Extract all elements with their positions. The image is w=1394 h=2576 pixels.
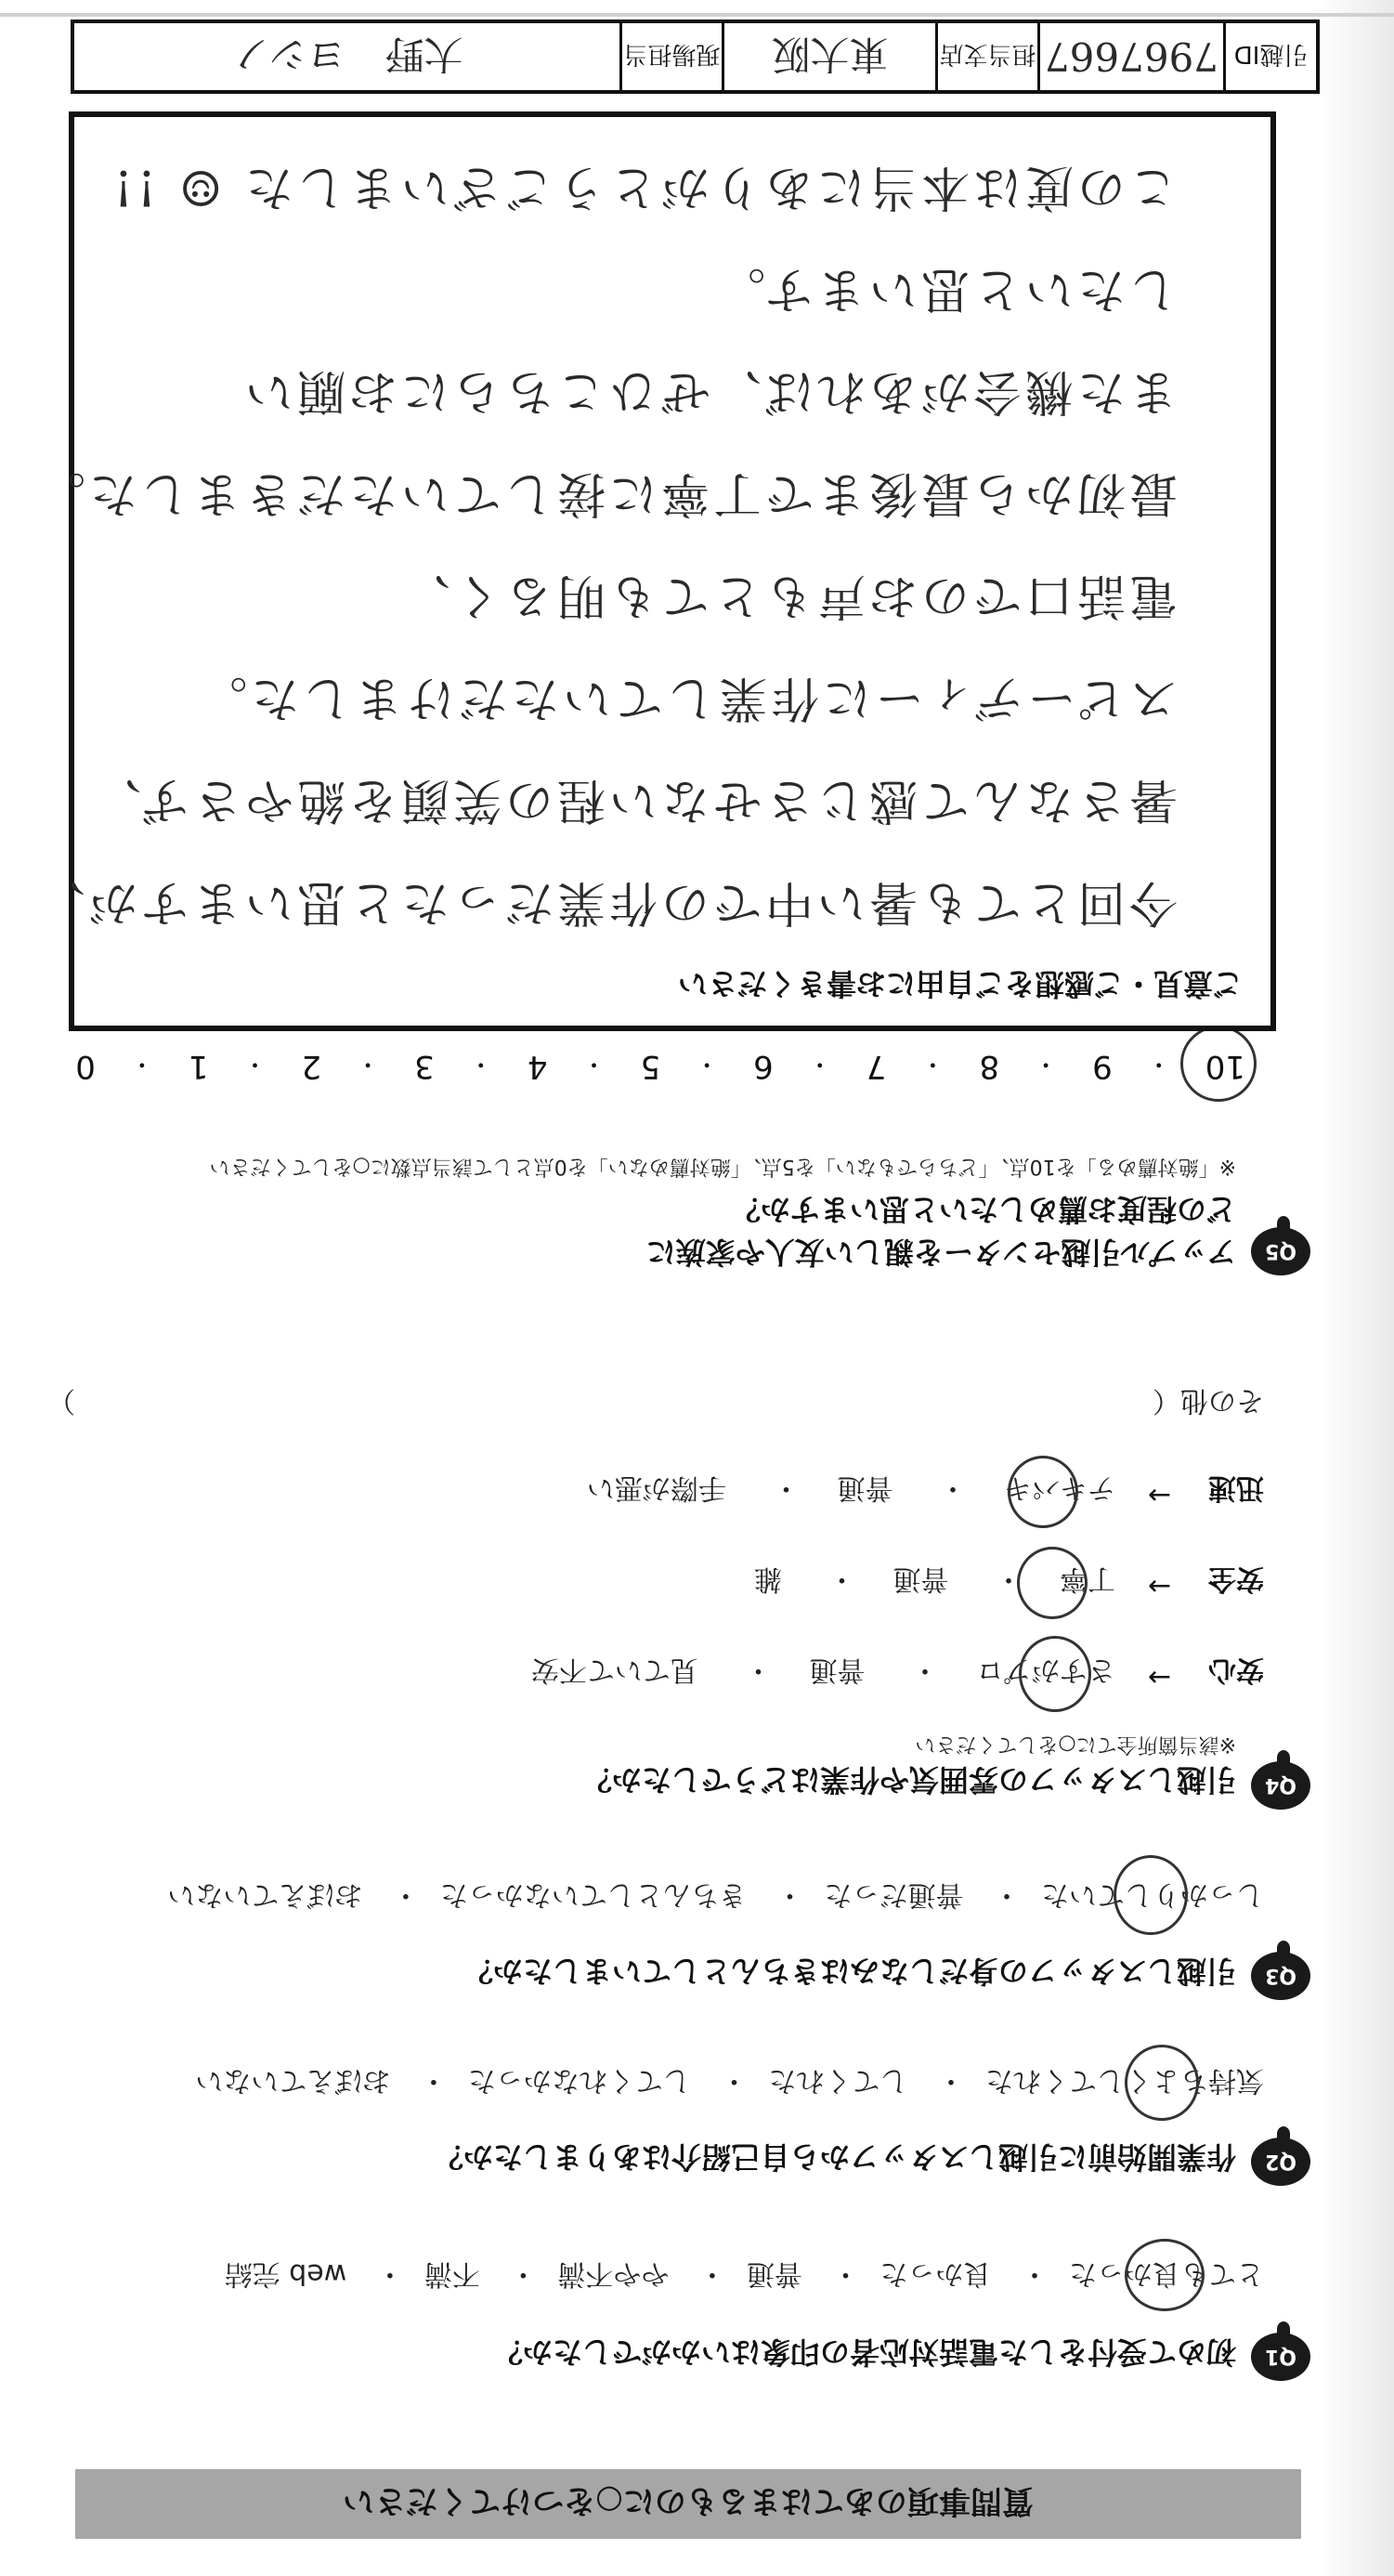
scale-separator: ・ — [695, 1050, 720, 1079]
header-title: 質問事項のあてはまるものに○をつけてください — [343, 2482, 1034, 2519]
q4-row3-answer-circle — [1008, 1456, 1078, 1528]
q4-badge: Q4 — [1251, 1761, 1310, 1810]
scale-separator: ・ — [920, 1050, 945, 1079]
q2-option-4[interactable]: おぼえていない — [195, 2064, 391, 2097]
scale-4[interactable]: 4 — [527, 1048, 548, 1085]
q3-answer-circle — [1114, 1855, 1188, 1935]
q1-options: とても良かった・ 良かった・ 普通・ やや不満・ 不満・ web 完結 — [224, 2257, 1264, 2290]
q4-row1-option-2[interactable]: 普通 — [809, 1654, 866, 1686]
q4-row3-option-3[interactable]: 手際が悪い — [586, 1471, 726, 1504]
scale-separator: ・ — [356, 1050, 381, 1079]
q2-options: 気持ちよくしてくれた・ してくれた・ してくれなかった・ おぼえていない — [195, 2064, 1264, 2097]
scale-7[interactable]: 7 — [866, 1048, 887, 1085]
q3-badge: Q3 — [1251, 1952, 1310, 2000]
q4-other-close: ） — [47, 1384, 75, 1417]
q4-note: ※該当箇所全てに○をしてください — [915, 1733, 1236, 1756]
q5-question-line2: どの程度お薦めしたいと思いますか？ — [730, 1192, 1236, 1227]
comment-line-8: この度は本当にありがとうございました ☺ !! — [110, 159, 1178, 215]
q1-option-1[interactable]: とても良かった — [1069, 2257, 1264, 2290]
comment-title: ご意見・ご感想をご自由にお書きください — [677, 966, 1243, 1001]
q4-row2-option-2[interactable]: 普通 — [892, 1563, 949, 1595]
q3-option-2[interactable]: 普通だった — [824, 1878, 964, 1911]
q4-row3-option-2[interactable]: 普通 — [837, 1471, 893, 1504]
scale-0[interactable]: 0 — [75, 1048, 96, 1085]
q4-row3-option-1[interactable]: テキパキ — [1004, 1471, 1115, 1504]
q4-row3-arrow: → — [1147, 1479, 1171, 1511]
scale-9[interactable]: 9 — [1092, 1048, 1113, 1085]
scale-1[interactable]: 1 — [188, 1048, 209, 1085]
scan-edge — [1318, 0, 1394, 2576]
q2-option-3[interactable]: してくれなかった — [467, 2064, 691, 2097]
info-table — [71, 20, 1320, 94]
comment-line-3: スピーディーに作業していただけました。 — [195, 670, 1178, 726]
q1-badge: Q1 — [1251, 2333, 1310, 2381]
scale-separator: ・ — [468, 1050, 493, 1079]
q4-row2-option-3[interactable]: 雑 — [753, 1563, 782, 1595]
q5-note: ※「絶対薦める」を10点、「どちらでもない」を5点、「絶対薦めない」を0点として該当点数に○をしてください — [209, 1155, 1236, 1178]
q4-row1-options: さすがプロ・ 普通・ 見ていて不安 — [530, 1654, 1115, 1686]
comment-line-4: 電話口でのお声もとても明るく、 — [398, 568, 1178, 623]
q5-answer-circle — [1180, 1026, 1257, 1102]
scan-border — [0, 13, 1394, 17]
scale-10[interactable]: 10 — [1205, 1048, 1245, 1085]
q1-option-2[interactable]: 良かった — [879, 2257, 992, 2290]
scale-8[interactable]: 8 — [979, 1048, 1000, 1085]
q4-question: 引越しスタッフの雰囲気や作業はどうでしたか？ — [581, 1762, 1236, 1798]
q3-option-1[interactable]: しっかりしていた — [1041, 1878, 1264, 1911]
scale-separator: ・ — [129, 1050, 154, 1079]
supervisor-label: 現場担当 — [619, 23, 722, 90]
q3-option-4[interactable]: おぼえていない — [167, 1878, 363, 1911]
comment-line-6: また機会があれば、ぜひこちらにお願い — [241, 363, 1178, 419]
q4-row2-answer-circle — [1017, 1547, 1088, 1619]
q1-option-6[interactable]: web 完結 — [224, 2257, 347, 2290]
q3-question: 引越しスタッフの身だしなみはきちんとしていましたか？ — [462, 1954, 1236, 1989]
comment-line-7: したいと思います。 — [713, 261, 1178, 317]
q4-row1-arrow: → — [1147, 1661, 1171, 1693]
q4-row1-option-1[interactable]: さすがプロ — [976, 1654, 1115, 1686]
q4-other — [1153, 1383, 1264, 1424]
move-id-value[interactable]: 7967667 — [1037, 23, 1223, 90]
q5-badge: Q5 — [1251, 1227, 1310, 1275]
scale-separator: ・ — [581, 1050, 606, 1079]
q2-answer-circle — [1125, 2045, 1199, 2121]
move-id-label: 引越ID — [1223, 23, 1316, 90]
q4-row2-option-1[interactable]: 丁寧 — [1060, 1563, 1115, 1595]
q5-question-line1: アップル引越センターを親しい友人や家族に — [645, 1235, 1236, 1270]
q2-question: 作業開始前に引越しスタッフから自己紹介はありましたか？ — [433, 2139, 1236, 2175]
scale-6[interactable]: 6 — [753, 1048, 774, 1085]
scale-separator: ・ — [242, 1050, 267, 1079]
scale-separator: ・ — [1034, 1050, 1059, 1079]
scale-3[interactable]: 3 — [414, 1048, 435, 1085]
scale-separator: ・ — [1146, 1050, 1171, 1079]
q4-row2-options: 丁寧・ 普通・ 雑 — [753, 1563, 1115, 1595]
instructions-header — [75, 2469, 1301, 2539]
q1-option-5[interactable]: 不満 — [423, 2257, 480, 2290]
q1-option-3[interactable]: 普通 — [746, 2257, 802, 2290]
comment-line-5: 最初から最後まで丁寧に接していただきました。 — [33, 465, 1178, 521]
q4-row1-label: 安心 — [1208, 1654, 1264, 1686]
branch-label: 担当支店 — [935, 23, 1037, 90]
q4-other-label: その他（ — [1153, 1384, 1264, 1417]
scale-5[interactable]: 5 — [640, 1048, 661, 1085]
scale-separator: ・ — [807, 1050, 832, 1079]
q3-option-3[interactable]: きちんとしていなかった — [439, 1878, 747, 1911]
q5-scale — [75, 1034, 1245, 1099]
q2-badge: Q2 — [1251, 2138, 1310, 2186]
supervisor-value[interactable]: 大野 ヨシノ — [230, 32, 463, 77]
q4-row2-label: 安全 — [1208, 1563, 1264, 1595]
comment-line-2: 暑さなんて感じさせない程の笑顔を絶やさず、 — [89, 772, 1178, 828]
q4-row3-options: テキパキ・ 普通・ 手際が悪い — [586, 1471, 1115, 1504]
q4-row1-answer-circle — [1019, 1636, 1091, 1712]
q3-options: しっかりしていた・ 普通だった・ きちんとしていなかった・ おぼえていない — [167, 1878, 1264, 1911]
comment-box[interactable] — [33, 111, 1276, 1031]
q1-answer-circle — [1125, 2239, 1205, 2311]
q1-option-4[interactable]: やや不満 — [557, 2257, 670, 2290]
branch-value[interactable]: 東大阪 — [722, 23, 935, 90]
comment-line-1: 今回とても暑い中での作業だったと思いますが、 — [33, 874, 1178, 930]
q2-option-2[interactable]: してくれた — [768, 2064, 908, 2097]
q2-option-1[interactable]: 気持ちよくしてくれた — [985, 2064, 1264, 2097]
q1-question: 初めて受付をした電話対応者の印象はいかがでしたか？ — [492, 2334, 1236, 2370]
scale-2[interactable]: 2 — [301, 1048, 322, 1085]
q4-row3-label: 迅速 — [1208, 1471, 1264, 1504]
q4-row1-option-3[interactable]: 見ていて不安 — [530, 1654, 698, 1686]
q4-row2-arrow: → — [1147, 1570, 1171, 1602]
